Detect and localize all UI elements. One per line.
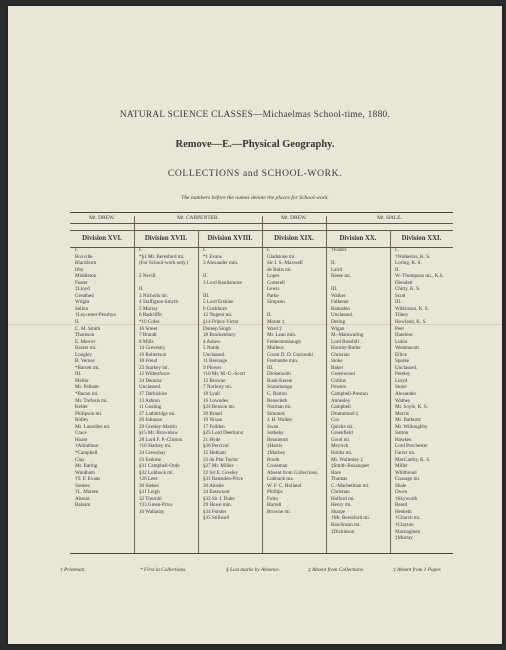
name-entry: de Bults mi. <box>267 266 292 273</box>
name-entry: I. <box>75 247 78 253</box>
name-entry: †16 Starkey mi. <box>139 443 172 450</box>
name-entry: Parke <box>267 292 279 299</box>
name-entry: Ward ‡ <box>267 325 282 332</box>
name-entry: Phillips <box>267 489 283 496</box>
division-column <box>134 230 198 515</box>
name-entry: 3 Alexander min. <box>203 260 239 267</box>
name-entry: B. Verney <box>75 358 96 365</box>
name-entry: II. <box>75 319 80 326</box>
legend-item: ‡ Absent from 1 Paper. <box>393 567 442 573</box>
division-heading: Division XVI. <box>82 235 122 242</box>
name-entry: Powers <box>331 384 346 391</box>
name-entry: Keller <box>75 404 88 411</box>
legend-item: † Prizeman. <box>60 567 86 573</box>
name-entry: Hare <box>331 469 341 476</box>
name-entry: Middleton <box>75 273 97 280</box>
table-note: The numbers before the names denote the places for School-work. <box>181 195 329 201</box>
division-column <box>390 230 453 542</box>
name-entry: 20 Johnson <box>139 417 163 424</box>
name-entry: Scott <box>395 292 406 299</box>
division-column <box>326 230 390 535</box>
name-entry: Quicke mi. <box>331 423 354 430</box>
name-entry: 27 Lathbridge mi. <box>139 410 176 417</box>
name-entry: Annesley <box>331 397 351 404</box>
name-entry: 15 Hotham <box>203 449 226 456</box>
name-entry: 7 Norbury mi. <box>203 384 233 391</box>
name-entry: W. F. C. Holland <box>267 482 302 489</box>
name-entry: M.-Mainwaring <box>331 332 364 339</box>
name-entry: Lukin <box>395 338 408 345</box>
name-entry: 30 Ainslie <box>203 482 224 489</box>
name-entry: ‡Lloyd <box>75 286 90 293</box>
name-entry: Howland, K. S. <box>395 319 427 326</box>
name-entry: Walker <box>331 292 346 299</box>
name-entry: 12 Wilberforce <box>139 371 170 378</box>
name-entry: †Arbuthnot <box>75 443 99 450</box>
name-entry: Crace <box>75 430 87 437</box>
name-entry: 16 Lowndes <box>203 397 229 404</box>
name-entry: Chitty, K. S. <box>395 286 421 293</box>
name-entry: Mount ‡ <box>267 319 285 326</box>
name-entry: †Clayton <box>395 521 414 528</box>
name-entry: Crossman <box>267 463 288 470</box>
name-entry: Courage mi. <box>395 476 421 483</box>
name-entry: *10 Coles <box>139 319 160 326</box>
name-entry: Whitbread <box>395 469 417 476</box>
name-entry: §14 Prince Victor <box>203 319 239 326</box>
name-list <box>326 247 390 535</box>
name-entry: 23 du Plat Taylor <box>203 456 239 463</box>
name-entry: Mr. Pelham <box>75 384 99 391</box>
name-entry: Dickenwith <box>267 371 291 378</box>
name-entry: 11 Rennage <box>203 358 227 365</box>
name-entry: Christian <box>331 489 350 496</box>
master-heading: Mr. HALE. <box>377 215 402 221</box>
name-entry: III. <box>395 299 402 306</box>
name-entry: III. <box>267 364 274 371</box>
name-entry: Hawkes <box>395 436 412 443</box>
name-entry: Mr. Lean min. <box>267 332 297 339</box>
name-entry: †Foster <box>331 247 347 253</box>
division-table <box>70 212 453 554</box>
name-entry: †Walkeriss, K. S. <box>395 253 431 260</box>
name-entry: Westmacott <box>395 345 419 352</box>
name-entry: 18 Brackenbury <box>203 332 236 339</box>
name-entry: II. <box>331 260 336 267</box>
name-entry: Owen <box>395 489 408 496</box>
name-entry: Sutton <box>395 430 409 437</box>
name-entry: Absent. <box>75 495 91 502</box>
name-entry: †33 Green-Price <box>139 502 173 509</box>
name-entry: Swan <box>267 423 279 430</box>
name-entry: Browne mi. <box>267 508 292 515</box>
name-entry: §25 Lord Deerhurst <box>203 430 244 437</box>
name-entry: Scaramanga <box>267 384 292 391</box>
name-entry: Hoare <box>75 436 88 443</box>
name-entry: Norman mi. <box>267 404 292 411</box>
name-entry: 9 Plowes <box>203 364 222 371</box>
name-entry: Unclassed. <box>331 312 354 319</box>
name-entry: Mr. Trefusis mi. <box>75 397 108 404</box>
name-entry: †Mr. Beresford mi. <box>331 515 371 522</box>
name-entry: 17 Darbishire <box>139 391 167 398</box>
name-entry: 4 Staffigton-Smyth <box>139 299 179 306</box>
name-entry: Reese mi. <box>331 273 352 280</box>
name-entry: †10 Mr. M.-G.-Scott <box>203 371 246 378</box>
name-entry: 30 Siebes <box>139 482 159 489</box>
name-list <box>390 247 453 542</box>
name-entry: Stoke <box>331 358 343 365</box>
name-entry: Absent from Collections. <box>267 469 319 476</box>
name-entry: Mr. Wallesley ‡ <box>331 456 364 463</box>
division-heading: Division XVII. <box>144 235 188 242</box>
name-entry: Unclassed. <box>139 384 162 391</box>
name-entry: §27 Mr. Milles <box>203 463 234 470</box>
name-entry: III. <box>203 292 210 299</box>
name-entry: Lewis <box>267 286 280 293</box>
name-entry: 3 Lord Kenlismore <box>203 279 242 286</box>
name-entry: 5 Murray <box>139 305 159 312</box>
name-entry: Wigan <box>331 325 345 332</box>
document-sheet <box>8 6 502 644</box>
name-entry: Lopes <box>267 273 280 280</box>
name-entry: Blackburn <box>75 260 97 267</box>
name-entry: 6 Radcliffe <box>139 312 162 319</box>
name-entry: Thomson <box>75 332 95 339</box>
name-entry: †26 Lees <box>139 476 158 483</box>
name-entry: *§1 Mr. Beresford mi. <box>139 253 185 260</box>
name-entry: Wright <box>75 299 90 306</box>
name-entry: Benecleth <box>267 397 288 404</box>
name-entry: Wilkinson, K. S. <box>395 305 429 312</box>
name-entry: ‡Harris <box>267 443 283 450</box>
name-entry: 19 Nixon <box>203 417 223 424</box>
division-column <box>262 230 326 515</box>
name-entry: Farrer mi. <box>395 449 416 456</box>
name-entry: §31 Campbell-Orde <box>139 463 180 470</box>
name-entry: §31 Ramsden-Price <box>203 476 244 483</box>
name-entry: Campbell-Preston <box>331 391 368 398</box>
name-entry: J. H. Walker <box>267 417 293 424</box>
name-entry: Haerless <box>395 332 413 339</box>
name-entry: Meyrick <box>331 443 349 450</box>
name-entry: 18 Freud <box>139 358 158 365</box>
name-entry: Mulleus <box>267 345 284 352</box>
name-entry: Tilney <box>395 312 409 319</box>
master-heading: Mr. CARPENTER. <box>177 215 219 221</box>
name-entry: Beard <box>395 502 408 509</box>
name-entry: Mr. Willoughby <box>395 423 428 430</box>
division-heading: Division XXI. <box>401 235 442 242</box>
name-entry: MacCarthy, K. S. <box>395 456 431 463</box>
name-entry: *Campbell <box>75 449 98 456</box>
division-heading: Division XVIII. <box>207 235 253 242</box>
name-entry: Laird <box>331 266 343 273</box>
name-entry: §32 Sir J. Duke <box>203 495 235 502</box>
division-column <box>198 230 262 522</box>
name-entry: Sparke <box>395 358 410 365</box>
name-entry: Lord Rossbill <box>331 338 359 345</box>
name-entry: 12 Nugent mi. <box>203 312 233 319</box>
name-entry: Cotterell <box>267 279 285 286</box>
document-title: NATURAL SCIENCE CLASSES—Michaelmas School-time, 1880. <box>119 110 391 120</box>
name-entry: Philipson mi. <box>75 410 103 417</box>
name-entry: *1 Evans <box>203 253 222 260</box>
name-entry: Thomas <box>331 476 348 483</box>
name-list <box>134 247 198 515</box>
name-entry: Wathey <box>395 397 411 404</box>
name-entry: Rush-Keene <box>267 377 293 384</box>
name-entry: Hesketh <box>395 508 412 515</box>
name-entry: Longley <box>75 351 92 358</box>
name-entry: Sharpe <box>331 508 346 515</box>
name-entry: *Barrett mi. <box>75 364 100 371</box>
master-heading: Mr. DREW. <box>89 215 115 221</box>
name-entry: I. <box>395 247 398 253</box>
name-entry: †Leycester-Penrhyn <box>75 312 116 319</box>
name-entry: Henry mi. <box>331 502 352 509</box>
name-entry: I. <box>203 247 206 253</box>
name-entry: Baxter mi. <box>75 345 97 352</box>
name-entry: 20 Brand <box>203 410 222 417</box>
name-entry: Mr. Baring <box>75 463 98 470</box>
name-entry: Mr. Lascelles mi. <box>75 423 111 430</box>
name-entry: Hobbs mi. <box>331 449 353 456</box>
name-entry: E. Mercer <box>75 338 96 345</box>
name-entry: 5 Lord Erskine <box>203 299 234 306</box>
name-entry: Campbell <box>331 404 351 411</box>
name-entry: Shale <box>395 482 407 489</box>
name-entry: 4 Askew <box>203 338 221 345</box>
name-entry: †Skyworth <box>395 495 418 502</box>
name-entry: Macnaghten <box>395 528 421 535</box>
name-entry: 2 Nevill <box>139 273 156 280</box>
name-list <box>262 247 326 515</box>
name-entry: Harrell <box>267 502 282 509</box>
name-entry: Dieudett <box>395 279 413 286</box>
name-entry: Baker <box>331 364 344 371</box>
name-entry: Lord Porchester <box>395 443 428 450</box>
name-entry: Morris <box>395 410 409 417</box>
name-entry: ‡Murray <box>395 535 413 542</box>
name-entry: Duleep Singh <box>203 325 231 332</box>
name-entry: Loring, K. S. <box>395 260 422 267</box>
name-entry: ‡Marbey <box>267 449 286 456</box>
name-entry: 3 Nicholls mi. <box>139 292 169 299</box>
name-entry: Gladstone mi. <box>267 253 296 260</box>
name-entry: 17 Feilden <box>203 423 225 430</box>
name-entry: II. <box>139 286 144 293</box>
name-entry: Foster <box>75 279 88 286</box>
name-entry: Unclassed. <box>203 351 226 358</box>
section-heading: COLLECTIONS and SCHOOL-WORK. <box>167 168 343 179</box>
name-entry: Mr. Bathurst <box>395 417 421 424</box>
name-entry: Rawlinson mi. <box>331 521 361 528</box>
name-entry: Falkener <box>331 299 349 306</box>
name-entry: §35 Stillwell <box>203 515 230 522</box>
name-entry: Miller <box>395 463 408 470</box>
name-entry: Ellice <box>395 351 407 358</box>
name-entry: 18 Lyall <box>203 391 220 398</box>
name-entry: 13 Ashton <box>139 397 160 404</box>
name-entry: Balsam <box>75 502 91 509</box>
name-entry: 29 Howe min. <box>203 502 233 509</box>
name-entry: Count D. D. Gurowski <box>267 351 314 358</box>
name-entry: §26 Percival <box>203 443 229 450</box>
name-entry: 23 Erskine <box>139 456 161 463</box>
name-entry: I. <box>267 247 270 253</box>
name-entry: Christian <box>331 351 350 358</box>
division-column <box>70 230 134 509</box>
name-entry: Mellor <box>75 377 89 384</box>
name-entry: 24 Crewshay <box>139 449 166 456</box>
name-entry: Pereley <box>395 371 411 378</box>
name-entry: II. <box>395 266 400 273</box>
name-entry: Sellon <box>75 305 89 312</box>
name-entry: Boxville <box>75 253 93 260</box>
name-entry: Lloyd <box>395 377 408 384</box>
name-entry: Hornby-Butler <box>331 345 361 352</box>
name-entry: Fremantle min. <box>267 358 299 365</box>
name-entry: (For School-work only.) <box>139 260 189 267</box>
name-entry: 11 Gosling <box>139 404 162 411</box>
name-entry: Sotheby <box>267 430 284 437</box>
name-entry: Alexander <box>395 391 417 398</box>
name-entry: 24 Dennisc <box>139 377 163 384</box>
legend-item: ‡ Absent from Collections. <box>308 567 365 573</box>
name-entry: Mr. Soyle, K. S. <box>395 404 428 411</box>
division-heading: Division XX. <box>339 235 377 242</box>
master-heading: Mr. DREW. <box>281 215 307 221</box>
name-entry: Foley <box>267 495 279 502</box>
name-entry: 19 Robertson <box>139 351 167 358</box>
name-entry: Cox <box>331 417 340 424</box>
name-entry: 23 Starkey mi. <box>139 364 169 371</box>
name-entry: C. Barton <box>267 391 287 398</box>
name-entry: Drummond ‡ <box>331 410 359 417</box>
name-entry: 16 Walladay <box>139 508 165 515</box>
name-entry: C. M. Smith <box>75 325 101 332</box>
name-entry: Ridley <box>75 417 89 424</box>
name-entry: *Bacon mi. <box>75 391 99 398</box>
name-entry: Sir J. S.-Maxwell <box>267 260 303 267</box>
name-entry: I. <box>139 247 142 253</box>
name-entry: Ramsden <box>331 305 350 312</box>
name-entry: Unclassed. <box>395 364 418 371</box>
name-entry: §32 Lubbock mi. <box>139 469 174 476</box>
name-entry: Sonnes <box>75 482 90 489</box>
name-entry: Stone <box>395 384 407 391</box>
name-entry: Greenfield <box>331 430 353 437</box>
name-entry: 12 Browne <box>203 377 226 384</box>
name-entry: §15 Mr. Brownlow <box>139 430 178 437</box>
name-entry: Lubbock ma. <box>267 476 294 483</box>
name-list <box>198 247 262 522</box>
name-entry: ‡Dickinson <box>331 528 355 535</box>
name-entry: II. <box>203 273 208 280</box>
name-entry: 32 Thornhi <box>139 495 162 502</box>
name-entry: Peel <box>395 325 404 332</box>
name-entry: Greathed <box>75 292 94 299</box>
name-entry: C.-Macbethian mi. <box>331 482 370 489</box>
name-entry: 6 Cockburn <box>203 305 227 312</box>
name-entry: Fetherstonhaugh <box>267 338 301 345</box>
name-entry: Irby <box>75 266 84 273</box>
name-entry: Good mi. <box>331 436 351 443</box>
name-entry: 21 Hyde <box>203 436 221 443</box>
name-entry: 5 Noble <box>203 345 220 352</box>
name-entry: §24 Benson mi. <box>203 404 236 411</box>
name-entry: Dering <box>331 319 346 326</box>
name-entry: †Church mi. <box>395 515 421 522</box>
name-entry: Greenwood <box>331 371 355 378</box>
document-subtitle: Remove—E.—Physical Geography. <box>175 139 335 150</box>
name-entry: III. <box>331 286 338 293</box>
name-entry: 22 Sir E. Gresley <box>203 469 239 476</box>
name-entry: 8 Mills <box>139 338 154 345</box>
name-entry: Beaumont <box>267 436 288 443</box>
legend-item: * First in Collections. <box>140 567 187 573</box>
name-entry: III. <box>75 371 82 378</box>
name-entry: Collins <box>331 377 346 384</box>
name-entry: II. <box>267 312 272 319</box>
name-entry: 29 Gresley-Martin <box>139 423 177 430</box>
name-entry: §34 Forster <box>203 508 227 515</box>
division-heading: Division XIX. <box>274 235 314 242</box>
name-entry: †T. F. Evans <box>75 476 101 483</box>
name-entry: 28 Lord F. P.-Clinton <box>139 436 183 443</box>
name-entry: Windham <box>75 469 95 476</box>
name-entry: †L. Marsen <box>75 489 99 496</box>
name-entry: Halford mi. <box>331 495 355 502</box>
name-entry: Clay <box>75 456 85 463</box>
name-entry: 24 Eastwood <box>203 489 230 496</box>
name-list <box>70 247 134 509</box>
name-entry: W.-Thompson mi., K.S. <box>395 273 444 280</box>
name-entry: 14 Grevestry <box>139 345 166 352</box>
name-entry: Simonds <box>267 410 285 417</box>
name-entry: ‡Smith-Bosanquet <box>331 463 369 470</box>
name-entry: §31 Leigh <box>139 489 160 496</box>
name-entry: 16 Street <box>139 325 158 332</box>
name-entry: Booth <box>267 456 280 463</box>
name-entry: Simpson <box>267 299 285 306</box>
name-entry: 7 Brandt <box>139 332 157 339</box>
legend-item: § Lost marks by Absence. <box>226 567 280 573</box>
